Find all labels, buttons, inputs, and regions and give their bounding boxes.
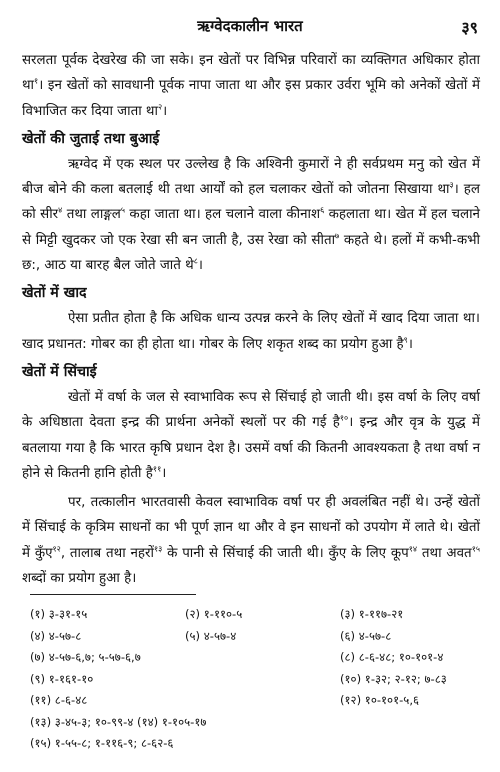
footnote-row: (९) १-१६१-१० (१०) १-३२; २-१२; ७-८३ [30, 671, 447, 686]
paragraph-artificial-irrigation: पर, तत्कालीन भारतवासी केवल स्वाभाविक वर्षा पर ही अवलंबित नहीं थे। उन्हें खेतों में सिंचाई के कृत्रिम साधनों का भी पूर्ण ज्ञान था और वे इन साधनों को उपयोग में लाते थे। खेतों में कुँए$^{१२}$, तालाब तथा नहरों$^{१३}$ के पानी से सिंचाई की जाती थी। कुँए के लिए कूप$^{१४}$ तथा अवत$^{१५}$ शब्दों का प्रयोग हुआ है। [22, 495, 481, 587]
page-header [0, 16, 500, 40]
paragraph-irrigation: खेतों में वर्षा के जल से स्वाभाविक रूप से सिंचाई हो जाती थी। इस वर्षा के लिए वर्षा के अधिष्ठाता देवता इन्द्र की प्रार्थना अनेकों स्थलों पर की गई है$^{१०}$। इन्द्र और वृत्र के युद्ध में बतलाया गया है कि भारत कृषि प्रधान देश है। उसमें वर्षा की कितनी आवश्यकता है तथा वर्षा न होने से कितनी हानि होती है$^{११}$। [22, 389, 480, 481]
page-number: ३९ [461, 18, 478, 37]
footnote-row: (१३) ३-४५-३; १०-९९-४ (१४) १-१०५-१७ [30, 714, 207, 729]
footnote-row: (१५) १-५५-८; १-११६-९; ८-६२-६ [30, 736, 174, 750]
body-text [22, 48, 480, 591]
footnote-row: (१) ३-३१-१५ (२) १-११०-५ (३) १-११७-२१ [30, 607, 404, 621]
running-title: ऋग्वेदकालीन भारत [197, 17, 303, 35]
paragraph-manure: ऐसा प्रतीत होता है कि अधिक धान्य उत्पन्न करने के लिए खेतों में खाद दिया जाता था। खाद प्रधानत: गोबर का ही होता था। गोबर के लिए शकृत शब्द का प्रयोग हुआ है$^९$। [22, 311, 480, 352]
section-heading-manure: खेतों में खाद [22, 285, 87, 302]
footnote-row: (७) ४-५७-६,७; ५-५७-६,७ (८) ८-६-४८; १०-१०१-४ [30, 650, 444, 664]
footnotes [30, 604, 480, 755]
footnote-separator [30, 594, 196, 595]
paragraph-ploughing: ऋग्वेद में एक स्थल पर उल्लेख है कि अश्विनी कुमारों ने ही सर्वप्रथम मनु को खेत में बीज बोने की कला बतलाई थी तथा आर्यों को हल चलाकर खेतों को जोतना सिखाया था$^३$। हल को सीर$^४$ तथा लाङ्गल$^५$ कहा जाता था। हल चलाने वाला कीनाश$^६$ कहलाता था। खेत में हल चलाने से मिट्टी खुदकर जो एक रेखा सी बन जाती है, उस रेखा को सीता$^७$ कहते थे। हलों में कभी-कभी छ:, आठ या बारह बैल जोते जाते थे$^८$। [22, 156, 480, 274]
section-heading-ploughing: खेतों की जुताई तथा बुआई [22, 130, 160, 147]
footnote-row: (४) ४-५७-८ (५) ४-५७-४ (६) ४-५७-८ [30, 628, 392, 643]
section-heading-irrigation: खेतों में सिंचाई [22, 363, 97, 380]
footnote-row: (११) ८-६-४८ (१२) १०-१०१-५,६ [30, 693, 420, 707]
paragraph-0: सरलता पूर्वक देखरेख की जा सके। इन खेतों पर विभिन्न परिवारों का व्यक्तिगत अधिकार होता था$^१$। इन खेतों को सावधानी पूर्वक नापा जाता था और इस प्रकार उर्वरा भूमि को अनेकों खेतों में विभाजित कर दिया जाता था$^२$। [22, 53, 480, 119]
